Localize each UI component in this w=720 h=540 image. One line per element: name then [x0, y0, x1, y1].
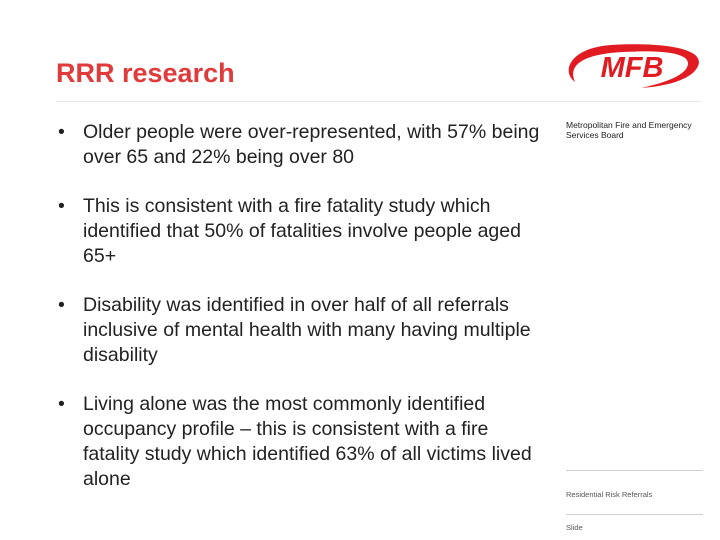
bullet-item: [56, 293, 546, 368]
bullet-marker: •: [58, 294, 65, 316]
mfb-logo: [561, 42, 703, 90]
slide-title: RRR research: [56, 58, 235, 88]
footer-slide-label: Slide: [566, 523, 583, 532]
logo-letters: MFB: [600, 52, 664, 84]
bullet-item: [56, 194, 546, 269]
bullet-marker: •: [58, 121, 65, 143]
bullet-marker: •: [58, 195, 65, 217]
bullet-list: [56, 120, 546, 516]
footer-project-label: Residential Risk Referrals: [566, 490, 653, 499]
bullet-text: Disability was identified in over half of all referrals inclusive of mental health with many having multiple disability: [83, 294, 531, 366]
bullet-item: [56, 120, 546, 170]
organization-name: Metropolitan Fire and Emergency Services Board: [566, 120, 692, 140]
bullet-marker: •: [58, 393, 65, 415]
title-divider: [56, 101, 701, 102]
bullet-text: Living alone was the most commonly identified occupancy profile – this is consistent with a fire fatality study which identified 63% of all victims lived alone: [83, 393, 532, 490]
bullet-item: [56, 392, 546, 492]
bullet-text: This is consistent with a fire fatality study which identified that 50% of fatalities involve people aged 65+: [83, 195, 521, 267]
bullet-text: Older people were over-represented, with 57% being over 65 and 22% being over 80: [83, 121, 540, 168]
footer-divider: [566, 514, 703, 515]
footer-divider: [566, 470, 703, 471]
